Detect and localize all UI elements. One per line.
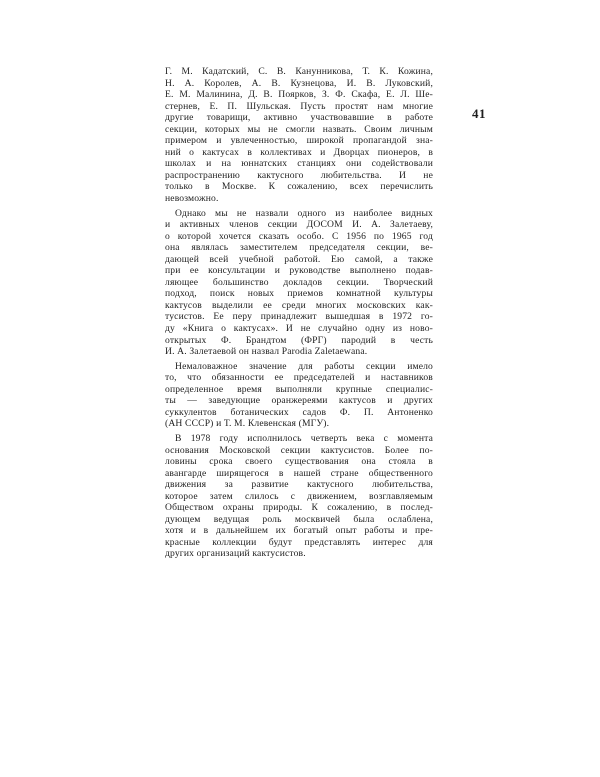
text-line: Н. А. Королев, А. В. Кузнецова, И. В. Луковский, (165, 77, 433, 89)
text-line: которое затем слилось с движением, возглавляемым (165, 490, 433, 502)
text-line: тусистов. Ее перу принадлежит вышедшая в 1972 го- (165, 311, 433, 323)
text-line: хотя и в дальнейшем их богатый опыт работы и пре- (165, 525, 433, 537)
text-line: Е. М. Малинина, Д. В. Поярков, З. Ф. Скафа, Е. Л. Ше- (165, 89, 433, 101)
text-line: секции, которых мы не смогли назвать. Своим личным (165, 123, 433, 135)
text-line: и активных членов секции ДОСОМ И. А. Залетаеву, (165, 219, 433, 231)
text-line: В 1978 году исполнилось четверть века с момента (175, 432, 433, 444)
text-line: красные коллекции будут представлять интерес для (165, 536, 433, 548)
text-line: И. А. Залетаевой он назвал Parodia Zaletaewana. (165, 346, 368, 358)
text-line: подход, поиск новых приемов комнатной культуры (165, 288, 433, 300)
text-line: то, что обязанности ее председателей и наставников (165, 372, 433, 384)
text-line: распространению кактусного любительства. И не (165, 169, 433, 181)
text-line: стернев, Е. П. Шульская. Пусть простят нам многие (165, 100, 433, 112)
text-line: открытых Ф. Брандтом (ФРГ) пародий в честь (165, 334, 433, 346)
text-line: ду «Книга о кактусах». И не случайно одну из ново- (165, 323, 433, 335)
text-line: только в Москве. К сожалению, всех перечислить (165, 181, 433, 193)
text-line: ний о кактусах в коллективах и Дворцах пионеров, в (165, 146, 433, 158)
text-line: невозможно. (165, 193, 219, 205)
text-line: при ее консультации и руководстве выполнено подав- (165, 265, 433, 277)
text-line: Немаловажное значение для работы секции имело (175, 360, 433, 372)
text-line: Г. М. Кадатский, С. В. Канунникова, Т. К. Кожина, (165, 66, 433, 77)
paragraph-4 (165, 433, 433, 560)
text-line: ляющее большинство докладов секции. Творческий (165, 276, 433, 288)
text-line: авангарде ширящегося в нашей стране общественного (165, 467, 433, 479)
text-line: Однако мы не назвали одного из наиболее видных (175, 207, 433, 219)
text-line: она являлась заместителем председателя секции, ве- (165, 242, 433, 254)
text-line: ловины срока своего существования она стояла в (165, 456, 433, 468)
text-column (165, 66, 433, 560)
text-line: движения за развитие кактусного любительства, (165, 479, 433, 491)
text-line: определенное время выполняли крупные специалис- (165, 383, 433, 395)
text-line: (АН СССР) и Т. М. Клевенская (МГУ). (165, 418, 330, 430)
page-number: 41 (472, 106, 486, 121)
text-line: дающей всей учебной работой. Ею самой, а также (165, 253, 433, 265)
text-line: другие товарищи, активно участвовавшие в работе (165, 112, 433, 124)
text-line: примером и увлеченностью, широкой пропагандой зна- (165, 135, 433, 147)
text-line: дующем ведущая роль москвичей была ослаблена, (165, 513, 433, 525)
text-line: школах и на юннатских станциях они содействовали (165, 158, 433, 170)
text-line: о которой хочется сказать особо. С 1956 по 1965 год (165, 230, 433, 242)
text-line: других организаций кактусистов. (165, 548, 306, 560)
text-line: Обществом охраны природы. К сожалению, в послед- (165, 502, 433, 514)
paragraph-3 (165, 361, 433, 430)
paragraph-2 (165, 208, 433, 358)
text-line: основания Московской секции кактусистов. Более по- (165, 444, 433, 456)
text-line: кактусов выделили ее среди многих московских как- (165, 299, 433, 311)
paragraph-1 (165, 66, 433, 205)
text-line: ты — заведующие оранжереями кактусов и других (165, 395, 433, 407)
text-line: суккулентов ботанических садов Ф. П. Антоненко (165, 406, 433, 418)
